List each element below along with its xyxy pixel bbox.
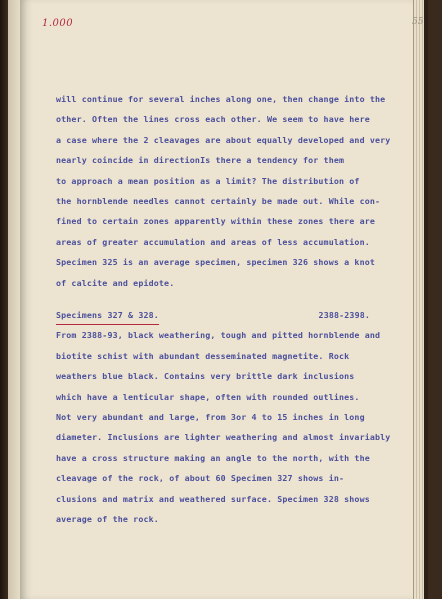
page-number: 55: [412, 17, 424, 27]
paragraph-1: [56, 89, 406, 293]
text-line: diameter. Inclusions are lighter weathering and almost invariably: [56, 432, 391, 443]
text-line: the hornblende needles cannot certainly be made out. While con-: [56, 195, 381, 206]
section-heading: Specimens 327 & 328.: [56, 305, 159, 325]
text-line: nearly coincide in directionIs there a tendency for them: [56, 155, 345, 166]
text-line: areas of greater accumulation and areas of less accumulation.: [56, 236, 370, 247]
section-range: 2388-2398.: [318, 310, 370, 320]
text-line: a case where the 2 cleavages are about equally developed and very: [56, 134, 391, 145]
paragraph-2: [56, 305, 406, 529]
notebook-page: [20, 0, 428, 599]
text-line: Not very abundant and large, from 3or 4 to 15 inches in long: [56, 411, 365, 422]
text-line: Specimen 325 is an average specimen, specimen 326 shows a knot: [56, 257, 375, 268]
text-line: cleavage of the rock, of about 60 Specimen 327 shows in-: [56, 473, 345, 484]
text-line: which have a lenticular shape, often with rounded outlines.: [56, 391, 360, 402]
text-line: of calcite and epidote.: [56, 277, 175, 288]
text-line: average of the rock.: [56, 513, 159, 524]
text-line: biotite schist with abundant desseminated magnetite. Rock: [56, 350, 350, 361]
text-line: have a cross structure making an angle to the north, with the: [56, 452, 370, 463]
page-stack-edge: [413, 0, 428, 599]
text-line: clusions and matrix and weathered surface. Specimen 328 shows: [56, 493, 370, 504]
text-line: to approach a mean position as a limit? The distribution of: [56, 175, 360, 186]
text-line: From 2388-93, black weathering, tough and pitted hornblende and: [56, 330, 381, 341]
text-line: other. Often the lines cross each other. We seem to have here: [56, 114, 370, 125]
section-heading-row: [56, 305, 370, 325]
page-id: 1.000: [42, 18, 74, 29]
text-line: fined to certain zones apparently within these zones there are: [56, 216, 375, 227]
text-line: weathers blue black. Contains very brittle dark inclusions: [56, 371, 355, 382]
text-line: will continue for several inches along one, then change into the: [56, 94, 386, 104]
